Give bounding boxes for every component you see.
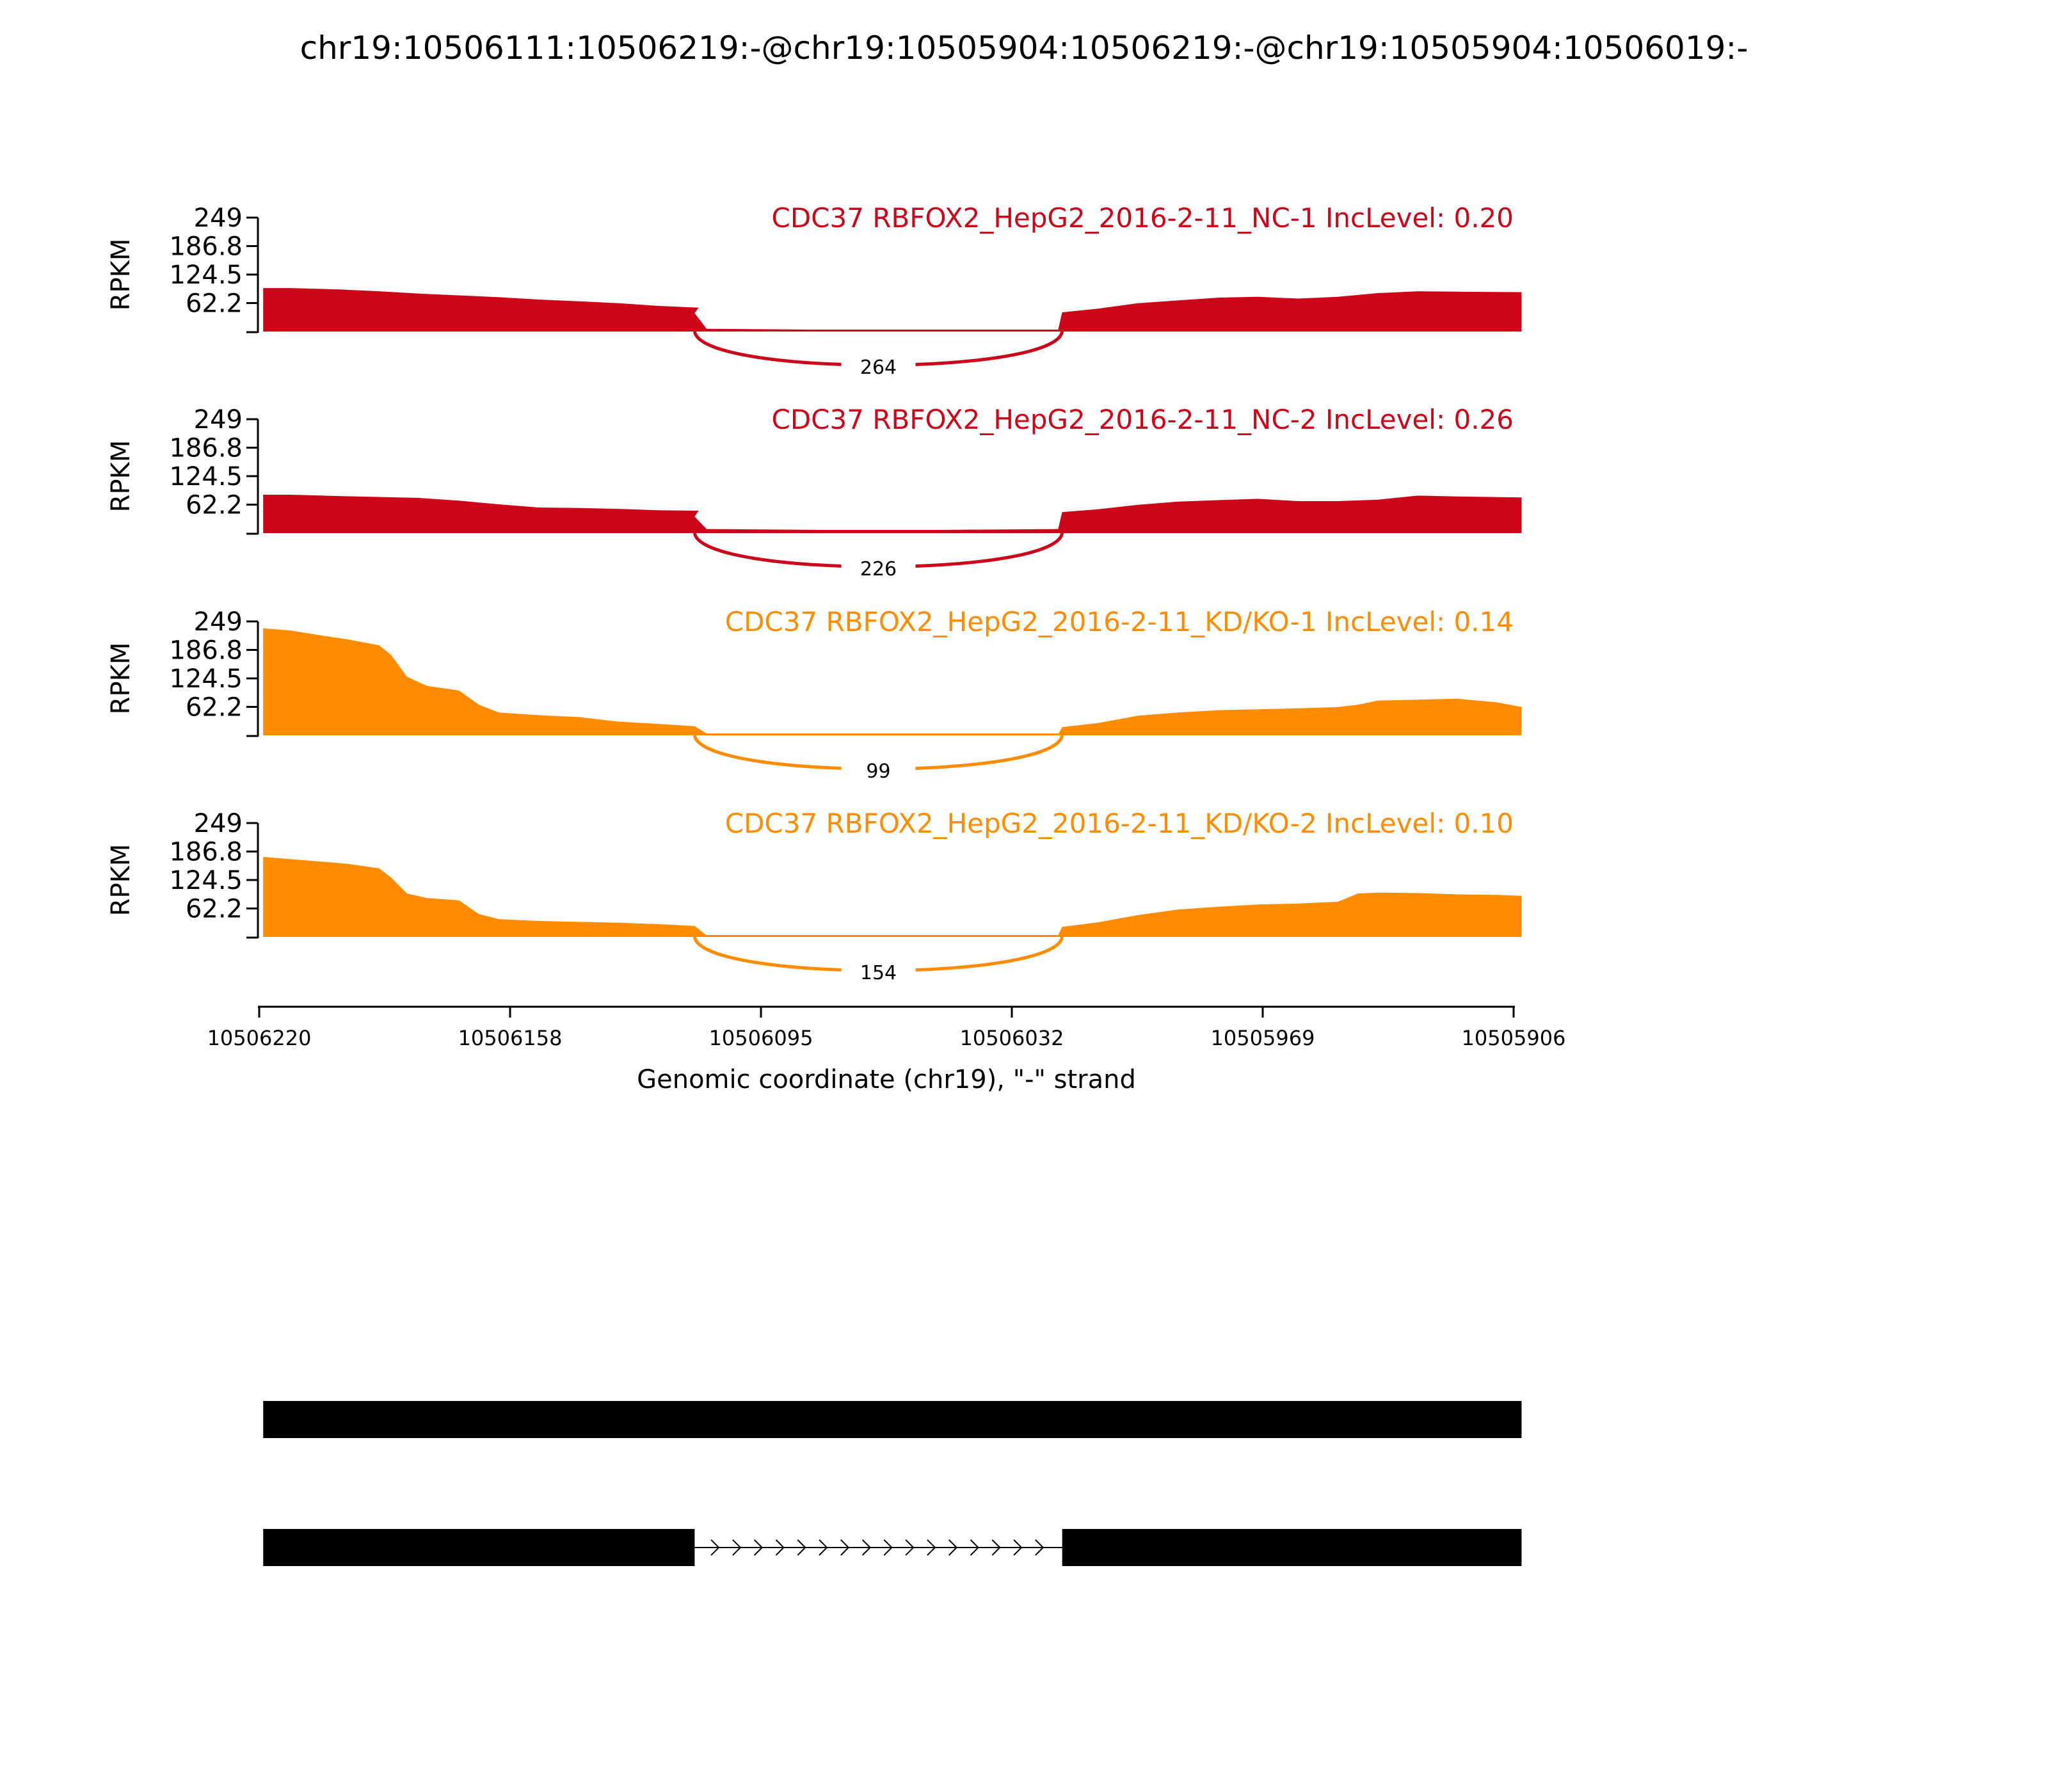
y-tick-label: 249 [193, 809, 243, 838]
sample-label: CDC37 RBFOX2_HepG2_2016-2-11_KD/KO-1 IncLevel: 0.14 [724, 606, 1514, 637]
x-axis-label: Genomic coordinate (chr19), "-" strand [637, 1065, 1136, 1094]
sample-label: CDC37 RBFOX2_HepG2_2016-2-11_NC-1 IncLevel: 0.20 [771, 202, 1514, 234]
exon-block [263, 1401, 1521, 1438]
y-tick-label: 62.2 [185, 490, 243, 520]
y-tick-label: 62.2 [185, 692, 243, 723]
junction-count-label: 264 [860, 356, 897, 379]
y-tick-label: 186.8 [169, 232, 243, 262]
y-tick-label: 249 [193, 405, 243, 435]
junction-count-label: 226 [860, 558, 897, 580]
y-tick-label: 124.5 [169, 462, 243, 492]
y-tick-label: 124.5 [169, 866, 243, 895]
y-tick-label: 249 [193, 607, 243, 637]
exon-block [263, 1529, 694, 1566]
y-tick-label: 186.8 [169, 433, 243, 463]
y-axis-label: RPKM [106, 642, 136, 715]
y-tick-label: 62.2 [185, 289, 243, 319]
x-tick-label: 10505969 [1210, 1026, 1315, 1050]
y-tick-label: 186.8 [169, 837, 243, 867]
x-tick-label: 10506095 [708, 1026, 813, 1050]
y-axis-label: RPKM [106, 440, 136, 513]
y-tick-label: 186.8 [169, 636, 243, 666]
sample-label: CDC37 RBFOX2_HepG2_2016-2-11_KD/KO-2 IncLevel: 0.10 [724, 808, 1514, 839]
y-axis-label: RPKM [106, 238, 136, 311]
figure-title: chr19:10506111:10506219:-@chr19:10505904:10506219:-@chr19:10505904:10506019:- [300, 29, 1748, 67]
junction-count-label: 99 [866, 760, 891, 783]
y-tick-label: 124.5 [169, 664, 243, 694]
x-tick-label: 10506032 [959, 1026, 1064, 1050]
x-tick-label: 10506220 [207, 1026, 312, 1050]
sample-label: CDC37 RBFOX2_HepG2_2016-2-11_NC-2 IncLevel: 0.26 [771, 404, 1514, 435]
isoform-inclusion [263, 1401, 1521, 1438]
exon-block [1062, 1529, 1522, 1566]
x-tick-label: 10506158 [458, 1026, 563, 1050]
x-tick-label: 10505906 [1461, 1026, 1566, 1050]
y-axis-label: RPKM [106, 844, 136, 916]
y-tick-label: 249 [193, 204, 243, 233]
y-tick-label: 124.5 [169, 260, 243, 290]
junction-count-label: 154 [860, 962, 897, 984]
y-tick-label: 62.2 [185, 894, 243, 924]
